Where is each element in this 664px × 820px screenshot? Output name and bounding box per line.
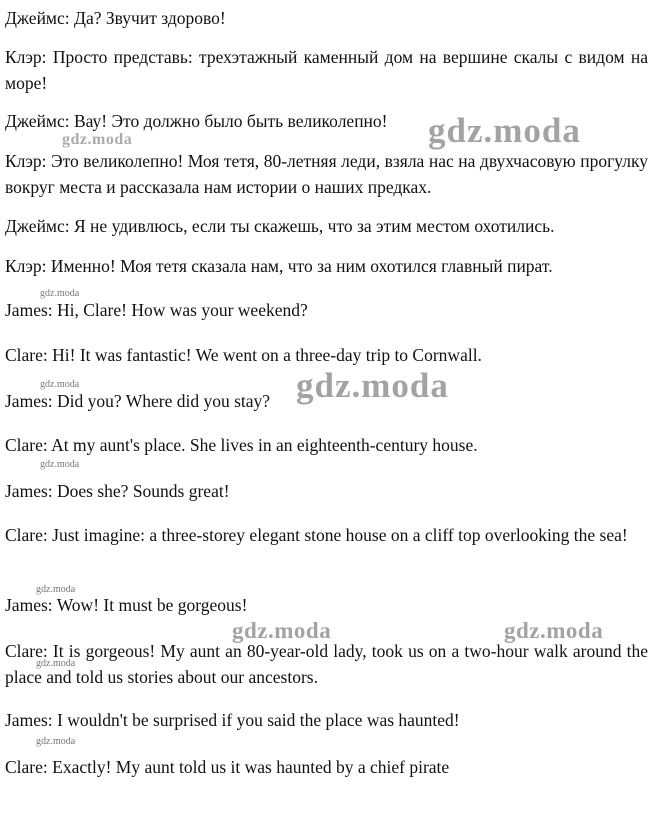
dialogue-line-ru-6: Клэр: Именно! Моя тетя сказала нам, что за ним охотился главный пират. — [5, 256, 553, 276]
dialogue-line-en-6: Clare: Just imagine: a three-storey elegant stone house on a cliff top overlooking the sea! — [5, 525, 628, 545]
watermark-large: gdz.moda — [296, 366, 449, 405]
watermark-small: gdz.moda — [62, 131, 133, 148]
dialogue-line-en-10: Clare: Exactly! My aunt told us it was haunted by a chief pirate — [5, 757, 450, 777]
dialogue-line-en-9: James: I wouldn't be surprised if you said the place was haunted! — [5, 710, 460, 730]
watermark-medium: gdz.moda — [504, 618, 604, 643]
watermark-tiny: gdz.moda — [40, 459, 80, 470]
dialogue-line-en-4: Clare: At my aunt's place. She lives in an eighteenth-century house. — [5, 435, 478, 455]
dialogue-line-en-8: Clare: It is gorgeous! My aunt an 80-year-old lady, took us on a two-hour walk around the place and told us stories about our ancestors. — [5, 641, 648, 687]
dialogue-line-en-7: James: Wow! It must be gorgeous! — [5, 595, 248, 615]
dialogue-line-ru-3: Джеймс: Вау! Это должно было быть великолепно! — [5, 111, 388, 131]
dialogue-line-ru-4: Клэр: Это великолепно! Моя тетя, 80-летняя леди, взяла нас на двухчасовую прогулку вокруг места и рассказала нам истории о наших предках. — [5, 151, 648, 197]
dialogue-line-ru-5: Джеймс: Я не удивлюсь, если ты скажешь, что за этим местом охотились. — [5, 216, 555, 236]
dialogue-line-en-5: James: Does she? Sounds great! — [5, 481, 230, 501]
watermark-tiny: gdz.moda — [36, 584, 76, 595]
watermark-tiny: gdz.moda — [36, 658, 76, 669]
dialogue-line-en-3: James: Did you? Where did you stay? — [5, 391, 271, 411]
dialogue-line-en-1: James: Hi, Clare! How was your weekend? — [5, 300, 308, 320]
watermark-tiny: gdz.moda — [40, 379, 80, 390]
dialogue-line-ru-2: Клэр: Просто представь: трехэтажный каменный дом на вершине скалы с видом на море! — [5, 47, 648, 93]
watermark-tiny: gdz.moda — [40, 288, 80, 299]
watermark-medium: gdz.moda — [232, 618, 332, 643]
dialogue-line-ru-1: Джеймс: Да? Звучит здорово! — [5, 8, 226, 28]
watermark-large: gdz.moda — [428, 111, 581, 150]
dialogue-line-en-2: Clare: Hi! It was fantastic! We went on a three-day trip to Cornwall. — [5, 345, 482, 365]
watermark-tiny: gdz.moda — [36, 736, 76, 747]
